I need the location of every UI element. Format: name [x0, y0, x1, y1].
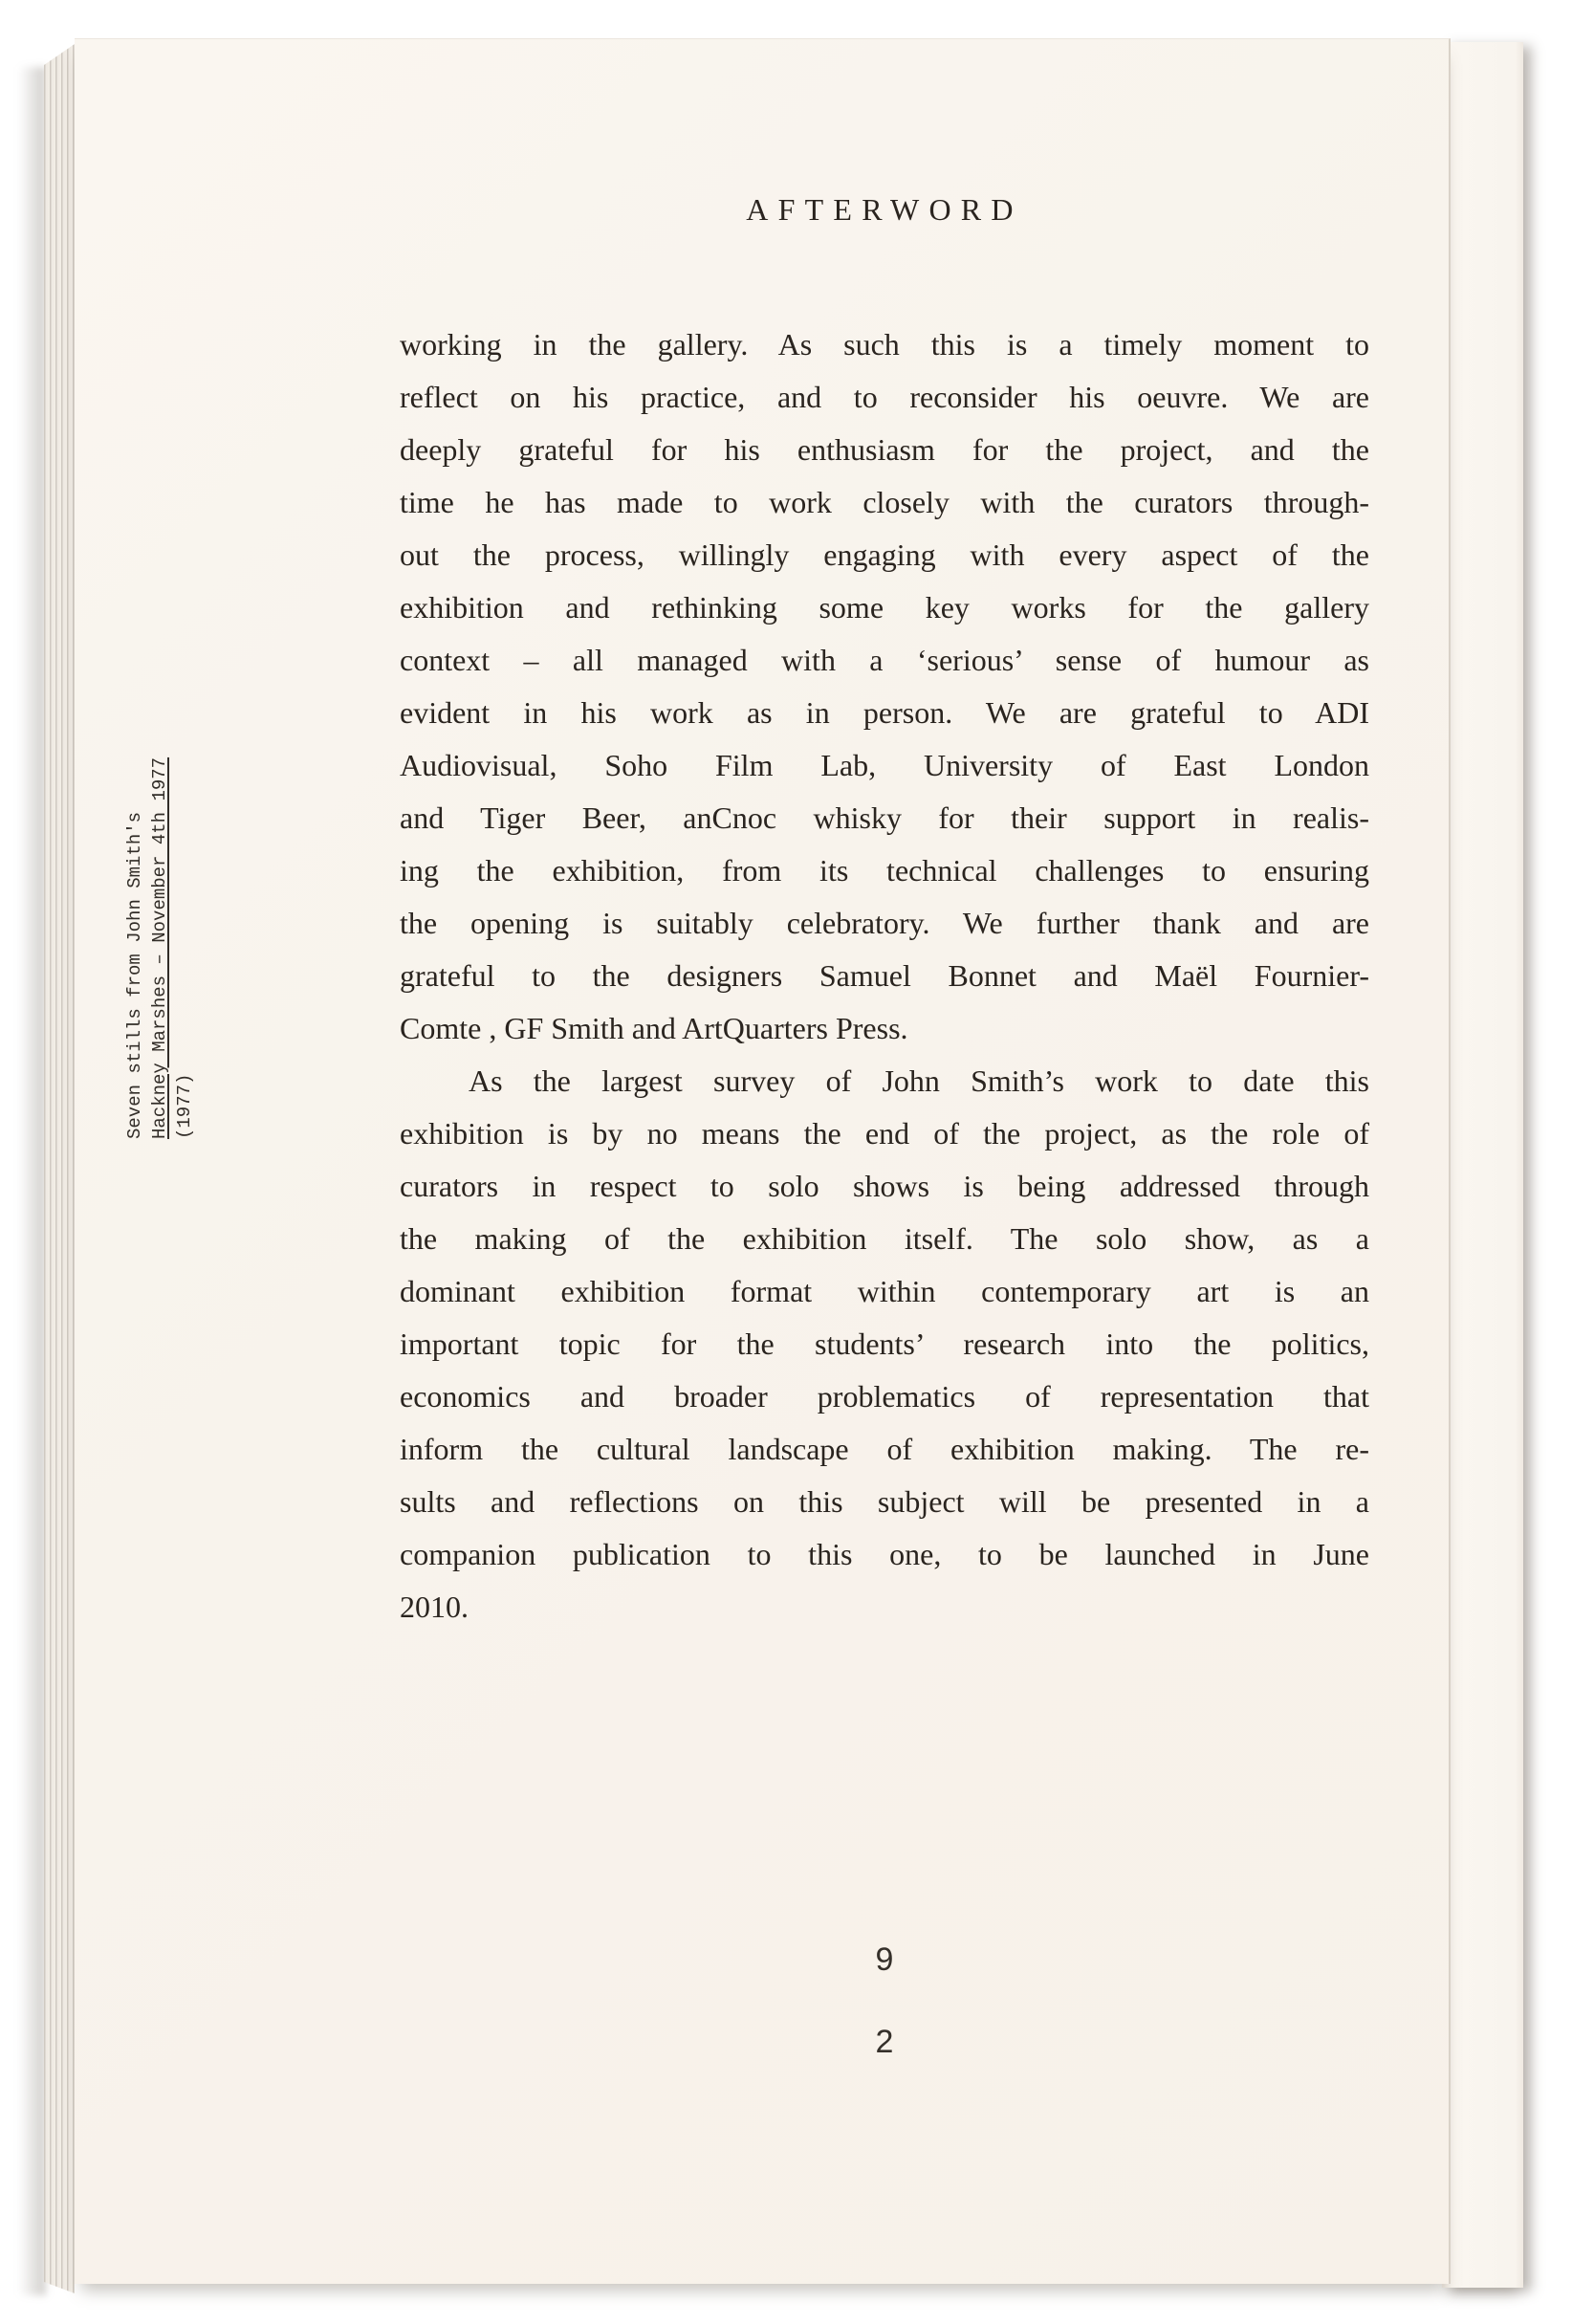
body-line: exhibition is by no means the end of the project, as the role of [400, 1116, 1369, 1151]
body-line: reflect on his practice, and to reconsider his oeuvre. We are [400, 380, 1369, 414]
caption-line: (1977) [174, 1073, 195, 1139]
body-line: 2010. [400, 1590, 469, 1624]
body-line: economics and broader problematics of representation that [400, 1379, 1369, 1414]
page [75, 38, 1451, 2284]
stacked-page-edges [44, 44, 75, 2293]
body-text [400, 318, 1369, 1633]
body-line: and Tiger Beer, anCnoc whisky for their support in realis- [400, 800, 1369, 835]
body-line: working in the gallery. As such this is a timely moment to [400, 327, 1369, 362]
body-line: evident in his work as in person. We are grateful to ADI [400, 695, 1369, 730]
page-number-primary: 9 [875, 1941, 894, 1978]
page-heading: AFTERWORD [746, 192, 1023, 227]
body-line: Audiovisual, Soho Film Lab, University of East London [400, 748, 1369, 782]
page-number-secondary: 2 [875, 2024, 894, 2060]
body-line: context – all managed with a ‘serious’ sense of humour as [400, 643, 1369, 677]
body-line: dominant exhibition format within contemporary art is an [400, 1274, 1369, 1308]
body-line: grateful to the designers Samuel Bonnet and Maël Fournier- [400, 958, 1369, 993]
body-line: deeply grateful for his enthusiasm for the project, and the [400, 432, 1369, 467]
body-line: curators in respect to solo shows is being addressed through [400, 1169, 1369, 1203]
spine-shadow [13, 67, 46, 2295]
body-line: ing the exhibition, from its technical challenges to ensuring [400, 853, 1369, 888]
caption-line: Hackney Marshes – November 4th 1977 [149, 756, 170, 1139]
body-line: time he has made to work closely with the curators through- [400, 485, 1369, 519]
body-line: Comte , GF Smith and ArtQuarters Press. [400, 1011, 908, 1045]
body-line: As the largest survey of John Smith’s work to date this [469, 1063, 1369, 1098]
body-line: sults and reflections on this subject will be presented in a [400, 1484, 1369, 1519]
body-line: out the process, willingly engaging with every aspect of the [400, 537, 1369, 572]
body-line: the making of the exhibition itself. The solo show, as a [400, 1221, 1369, 1256]
margin-caption [122, 728, 197, 1139]
body-line: the opening is suitably celebratory. We further thank and are [400, 906, 1369, 940]
body-line: exhibition and rethinking some key works for the gallery [400, 590, 1369, 625]
caption-line: Seven stills from John Smith's [124, 811, 145, 1139]
body-line: companion publication to this one, to be launched in June [400, 1537, 1369, 1571]
body-line: inform the cultural landscape of exhibition making. The re- [400, 1432, 1369, 1466]
sheet-behind-right [1442, 42, 1523, 2288]
body-line: important topic for the students’ research into the politics, [400, 1326, 1369, 1361]
